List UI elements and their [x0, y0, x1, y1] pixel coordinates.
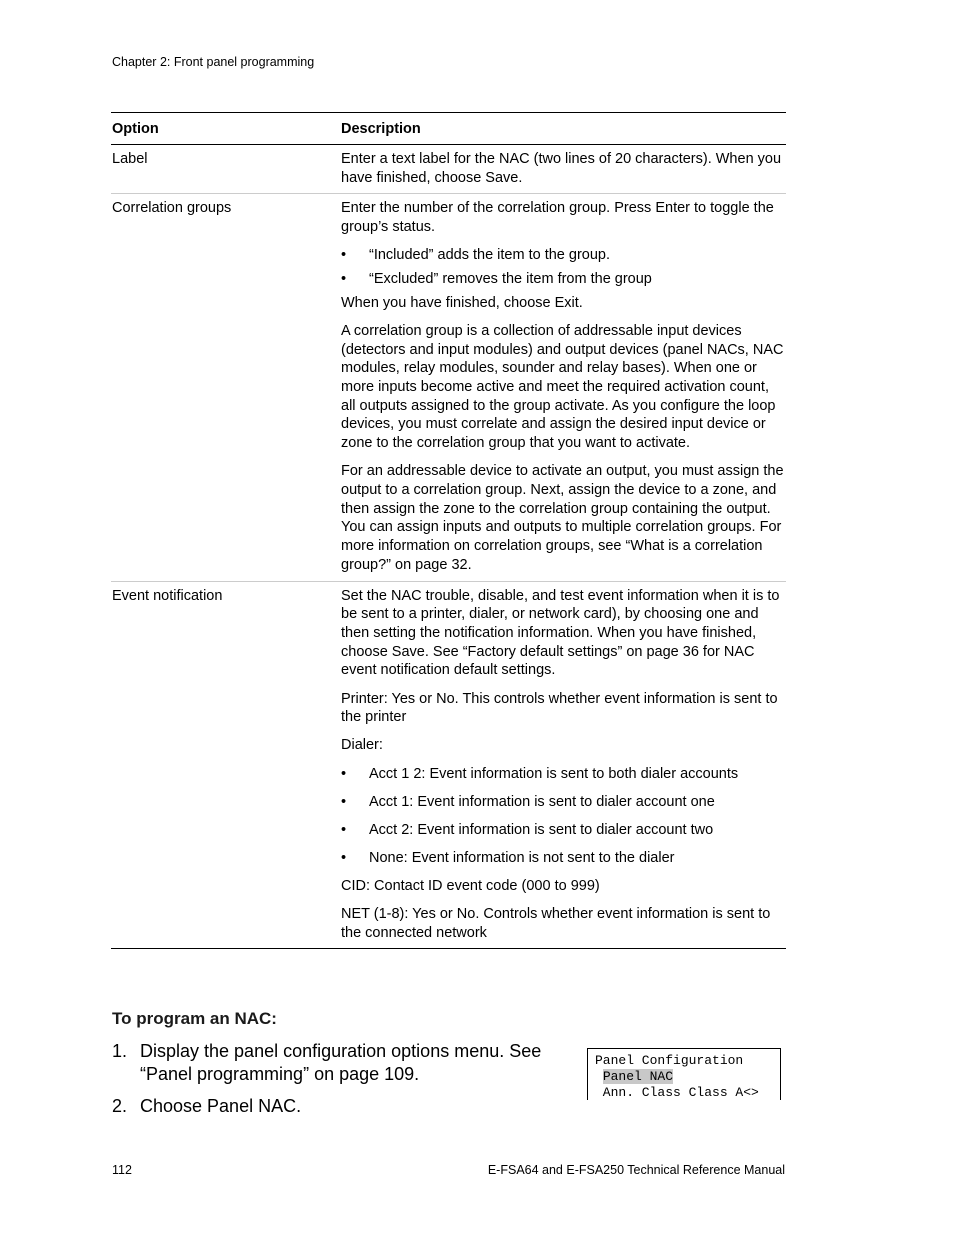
bullet-icon: • — [341, 765, 347, 782]
table-row-label — [111, 145, 786, 193]
option-cell: Label — [112, 151, 148, 167]
column-header-description: Description — [341, 120, 421, 137]
option-cell: Event notification — [112, 587, 223, 604]
description-paragraph: CID: Contact ID event code (000 to 999) — [341, 877, 600, 894]
bullet-text: “Excluded” removes the item from the group — [369, 271, 652, 288]
bullet-item — [341, 821, 786, 840]
description-paragraph: Enter a text label for the NAC (two lines of 20 characters). When you have finished, choose Save. — [341, 151, 782, 186]
lcd-selected-item: Panel NAC — [602, 1069, 674, 1084]
description-cell — [341, 194, 786, 580]
lcd-line-2 — [595, 1069, 780, 1085]
table-header-row — [111, 113, 786, 145]
bullet-text: Acct 1 2: Event information is sent to both dialer accounts — [369, 765, 739, 782]
manual-title: E-FSA64 and E-FSA250 Technical Reference Manual — [487, 1163, 785, 1177]
bullet-text: None: Event information is not sent to the dialer — [369, 849, 675, 866]
bullet-icon: • — [341, 821, 347, 838]
bullet-icon: • — [341, 271, 347, 288]
description-paragraph: For an addressable device to activate an output, you must assign the output to a correlation group. Next, assign the device to a zone, and then assign the zone to the correlation group containing the output. You can assign inputs and outputs to multiple correlation groups. For more information on correlation groups, see “What is a correlation group?” on page 32. — [341, 463, 784, 573]
bullet-text: Acct 2: Event information is sent to dialer account two — [369, 821, 714, 838]
bullet-text: Acct 1: Event information is sent to dialer account one — [369, 793, 715, 810]
description-cell — [341, 582, 786, 949]
table-row-event-notification — [111, 581, 786, 949]
table-row-correlation-groups — [111, 193, 786, 580]
description-paragraph: When you have finished, choose Exit. — [341, 294, 583, 311]
bullet-item — [341, 765, 786, 784]
bullet-item — [341, 849, 786, 868]
running-header: Chapter 2: Front panel programming — [112, 55, 315, 69]
step-text: Display the panel configuration options menu. See “Panel programming” on page 109. — [140, 1041, 542, 1084]
bullet-icon: • — [341, 247, 347, 264]
description-paragraph: Dialer: — [341, 737, 383, 754]
description-paragraph: A correlation group is a collection of addressable input devices (detectors and input modules) and output devices (panel NACs, NAC modules, relay modules, sounder and relay bases). When one or more inputs become active and meet the required activation count, all outputs assigned to the group activate. As you configure the loop devices, you must correlate and assign the desired input device or zone to the correlation group that you want to activate. — [341, 322, 784, 452]
procedure-steps — [112, 1040, 572, 1127]
bullet-item — [341, 270, 786, 289]
step-number: 2. — [112, 1096, 128, 1116]
description-cell — [341, 145, 786, 193]
bullet-icon: • — [341, 793, 347, 810]
procedure-step — [112, 1095, 572, 1118]
bullet-icon: • — [341, 849, 347, 866]
lcd-line-1: Panel Configuration — [595, 1053, 744, 1068]
bullet-text: “Included” adds the item to the group. — [369, 247, 611, 264]
lcd-display — [587, 1048, 781, 1100]
description-paragraph: Set the NAC trouble, disable, and test event information when it is to be sent to a printer, dialer, or network card), by choosing one and then setting the notification information. When you have finished, choose Save. See “Factory default settings” on page 36 for NAC event notification default settings. — [341, 587, 780, 679]
procedure-step — [112, 1040, 572, 1086]
step-text: Choose Panel NAC. — [140, 1096, 302, 1116]
description-paragraph: Printer: Yes or No. This controls whether event information is sent to the printer — [341, 690, 778, 726]
lcd-line-2-indent — [595, 1069, 603, 1084]
procedure-title: To program an NAC: — [112, 1009, 277, 1028]
bullet-item — [341, 246, 786, 265]
description-paragraph: Enter the number of the correlation group. Press Enter to toggle the group’s status. — [341, 200, 774, 236]
page-number: 112 — [112, 1163, 132, 1177]
step-number: 1. — [112, 1041, 128, 1061]
description-paragraph: NET (1-8): Yes or No. Controls whether event information is sent to the connected network — [341, 905, 771, 941]
options-table — [111, 112, 786, 949]
option-cell: Correlation groups — [112, 200, 232, 217]
column-header-option: Option — [112, 120, 159, 137]
lcd-line-3: Ann. Class Class A<> — [595, 1085, 759, 1100]
bullet-item — [341, 793, 786, 812]
